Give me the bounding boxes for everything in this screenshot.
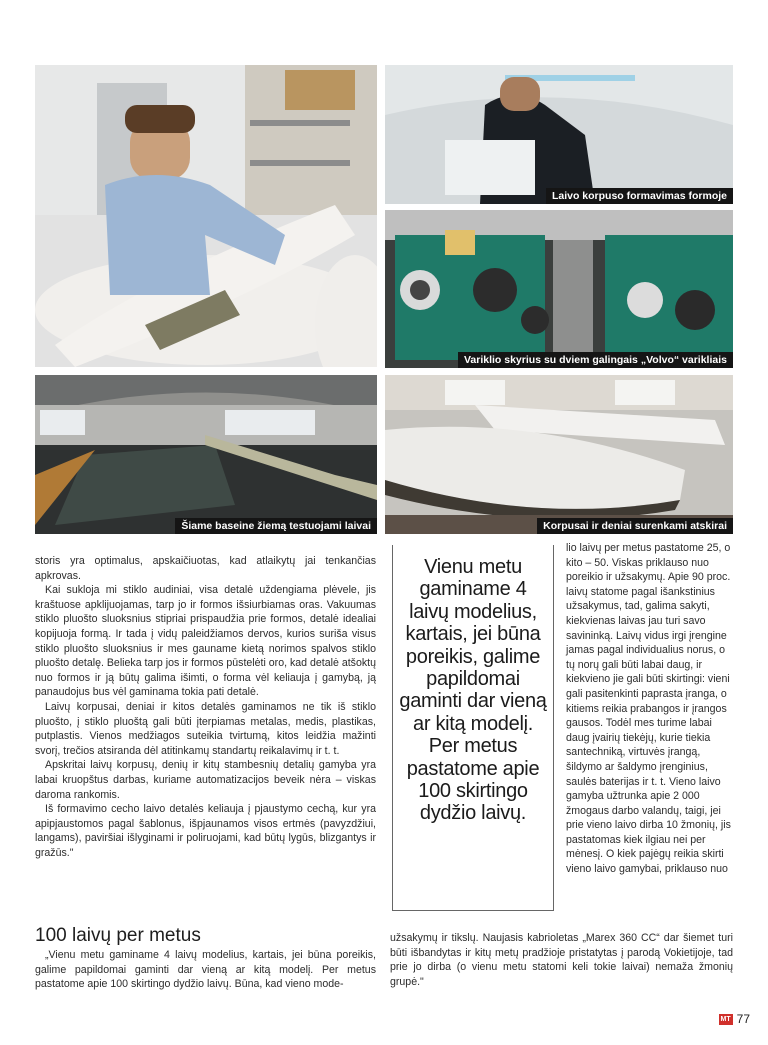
photo-caption: Variklio skyrius su dviem galingais „Volvo“ varikliais	[458, 352, 733, 368]
photo-scene	[385, 375, 733, 534]
page-folio	[719, 1012, 750, 1026]
paragraph: Kai sukloja mi stiklo audiniai, visa detalė uždengiama plėvele, jis kraštuose apklijuojamas, tarp jo ir formos išsiurbiamas oras. Vakuumas stiklo pluošto sluoksnius stipriai prispaudžia prie formos, detalė idealiai kopijuoja formą. Ir tada į vidų paleidžiamos dervos, kurios suriša visus stiklo pluošto sluoksnius ir mes gauname kietą norimos spalvos stiklo pluošto detalę. Belieka tarp jos ir formos pūstelėti oro, kad detalė atšoktų nuo formos ir ją būtų galima išimti, o forma vėl keliauja į gamybą, ją panaudojus bus vėl gaminama tokia pati detalė.	[35, 584, 376, 699]
photo-test-pool	[35, 375, 377, 534]
paragraph: storis yra optimalus, apskaičiuotas, kad atlaikytų jai tenkančias apkrovas.	[35, 555, 376, 582]
photo-caption: Korpusai ir deniai surenkami atskirai	[537, 518, 733, 534]
photo-man-with-boat-part	[35, 65, 377, 367]
article-column-left-continued	[35, 948, 376, 992]
paragraph: Laivų korpusai, deniai ir kitos detalės gaminamos ne tik iš stiklo pluošto, į stiklo pluoštą gali būti įterpiamas metalas, medis, plastikas, putplastis. Vienos medžiagos suteikia tvirtumą, kitos leidžia mažinti svorį, trečios atsiranda dėl atitinkamų standartų reikalavimų ir t. t.	[35, 700, 376, 757]
article-column-right	[566, 541, 733, 877]
photo-scene	[385, 210, 733, 368]
paragraph: lio laivų per metus pastatome 25, o kito – 50. Viskas priklauso nuo poreikio ir užsakymų. Apie 90 proc. laivų statome pagal išankstinius užsakymus, tad, galima sakyti, kiekvienas laivas jau turi savo savininką. Laivų vidus irgi įrengine jamas pagal individualius norus, o tų norų gali būti labai daug, ir kiekvieno jie gali būti skirtingi: vieni gali pasitenkinti paprasta įranga, o kitiems reikia prabangos ir įrangos gausos. Todėl mes turime labai daug įvairių tiekėjų, kurie tiekia santechniką, virtuvės įrangą, šildymo ar šaldymo įrenginius, saulės baterijas ir t. t. Vieno laivo gamyba užtrunka apie 2 000 žmogaus darbo valandų, taigi, jei prie vieno laivo dirba 10 žmonių, jis pastatomas kiek ilgiau nei per mėnesį. O kiek pajėgų reikia skirti vieno laivo gamybai, priklauso nuo	[566, 542, 731, 876]
paragraph: „Vienu metu gaminame 4 laivų modelius, kartais, jei būna poreikis, galime papildomai gaminti dar vieną ar kitą modelį. Per metus pastatome apie 100 skirtingo dydžio laivų. Būna, kad vieno mode-	[35, 949, 376, 991]
magazine-logo-mark: MT	[720, 1015, 731, 1023]
article-column-bottom	[390, 931, 733, 989]
photo-engine-bay	[385, 210, 733, 368]
photo-scene	[35, 65, 377, 367]
photo-caption: Laivo korpuso formavimas formoje	[546, 188, 733, 204]
paragraph: Iš formavimo cecho laivo detalės keliauja į pjaustymo cechą, kur yra apipjaustomos pagal šablonus, išpjaunamos visos ertmės (pavyzdžiui, langams), paviršiai išlyginami ir poliruojami, kad būtų lygūs, blizgantys ir gražūs."	[35, 803, 376, 859]
pull-quote: Vienu metu gaminame 4 laivų modelius, kartais, jei būna poreikis, galime papildomai gaminti dar vieną ar kitą modelį. Per metus pastatome apie 100 skirtingo dydžio laivų.	[399, 556, 547, 825]
page-number: 77	[736, 1012, 750, 1026]
photo-scene	[35, 375, 377, 534]
photo-hulls-and-decks	[385, 375, 733, 534]
photo-hull-forming	[385, 65, 733, 204]
paragraph: užsakymų ir tikslų. Naujasis kabrioletas „Marex 360 CC“ dar šiemet turi būti išbandytas ir kitų metų pradžioje pristatytas į parodą Vokietijoje, tad prie jo dirba (o vienu metu statomi keli tokie laivai) nemaža žmonių grupė."	[390, 932, 733, 988]
paragraph: Apskritai laivų korpusų, denių ir kitų stambesnių detalių gamyba yra labai kruopštus darbas, kuriame automatizacijos beveik nėra – viskas daroma rankomis.	[35, 759, 376, 801]
article-column-left	[35, 554, 376, 860]
photo-scene	[385, 65, 733, 204]
section-subheading: 100 laivų per metus	[35, 925, 201, 946]
photo-caption: Šiame baseine žiemą testuojami laivai	[175, 518, 377, 534]
